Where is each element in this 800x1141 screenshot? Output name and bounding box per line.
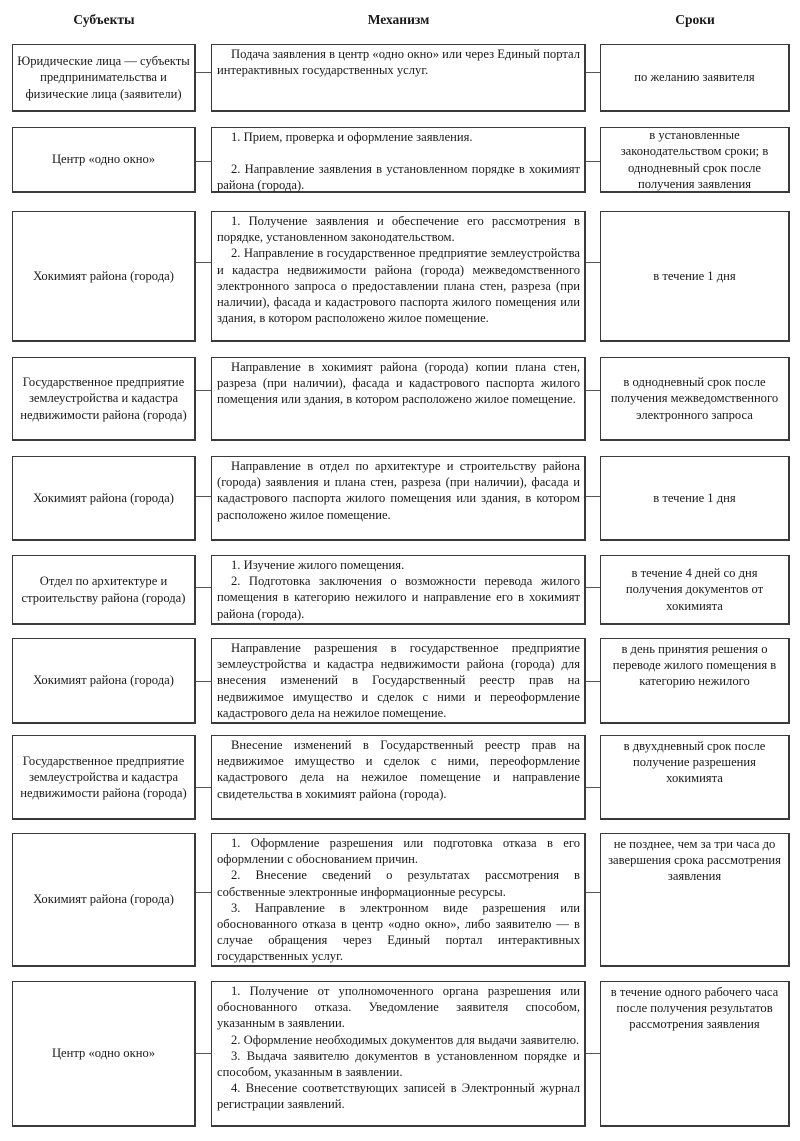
- mechanism-box: [211, 735, 586, 820]
- subject-box: [12, 833, 196, 967]
- connector-line: [196, 587, 211, 588]
- mechanism-step: 1. Прием, проверка и оформление заявления.: [231, 130, 473, 144]
- subject-text: Хокимият района (города): [33, 490, 174, 505]
- mechanism-box: [211, 833, 586, 967]
- term-box: [600, 833, 790, 967]
- mechanism-box: [211, 44, 586, 112]
- subject-text: Государственное предприятие землеустройства и кадастра недвижимости района (города): [20, 375, 187, 422]
- term-box: [600, 456, 790, 541]
- mechanism-step: Подача заявления в центр «одно окно» или через Единый портал интерактивных государственных услуг.: [217, 47, 580, 78]
- mechanism-step: 2. Подготовка заключения о возможности перевода жилого помещения в категорию нежилого и направление его в хокимият района (города).: [217, 574, 580, 621]
- connector-line: [586, 496, 600, 497]
- subject-box: [12, 555, 196, 625]
- subject-box: [12, 127, 196, 193]
- subject-box: [12, 456, 196, 541]
- connector-line: [196, 72, 211, 73]
- term-box: [600, 127, 790, 193]
- subject-text: Хокимият района (города): [33, 268, 174, 283]
- mechanism-step: 2. Оформление необходимых документов для выдачи заявителю.: [231, 1032, 580, 1047]
- mechanism-step: Направление разрешения в государственное предприятие землеустройства и кадастра недвижимости района (города) для внесения изменений в Государственный реестр прав на недвижимое имущество и сделок с ними и переоформление кадастрового дела на нежилое помещение.: [217, 641, 580, 720]
- mechanism-step: 1. Оформление разрешения или подготовка отказа в его оформлении с обоснованием причин.: [217, 836, 580, 867]
- header-mechanism: Механизм: [367, 12, 430, 27]
- mechanism-step: Направление в хокимият района (города) копии плана стен, разреза (при наличии), фасада и кадастрового паспорта жилого помещения или здания, в котором расположено жилое помещение.: [217, 360, 580, 407]
- connector-line: [196, 681, 211, 682]
- connector-line: [586, 892, 600, 893]
- mechanism-box: [211, 357, 586, 441]
- mechanism-step: 3. Выдача заявителю документов в установленном порядке и способом, указанным в заявлении.: [217, 1048, 580, 1080]
- term-text: в день принятия решения о переводе жилого помещения в категорию нежилого: [612, 642, 777, 689]
- subject-text: Юридические лица — субъекты предпринимательства и физические лица (заявители): [17, 54, 190, 101]
- mechanism-step: 2. Направление в государственное предприятие землеустройства и кадастра недвижимости района (города) межведомственного электронного запроса о предоставлении плана стен, разреза (при наличии), фасада и кадастрового паспорта жилого помещения или здания, в котором расположено жилое помещение.: [217, 246, 580, 326]
- term-text: в течение 1 дня: [653, 490, 736, 505]
- term-text: в течение одного рабочего часа после получения результатов рассмотрения заявления: [610, 985, 779, 1032]
- term-box: [600, 735, 790, 820]
- subject-box: [12, 44, 196, 112]
- mechanism-step: 4. Внесение соответствующих записей в Электронный журнал регистрации заявлений.: [217, 1081, 580, 1112]
- mechanism-step: 1. Получение заявления и обеспечение его рассмотрения в порядке, установленном законодательством.: [217, 214, 580, 245]
- term-text: не позднее, чем за три часа до завершения срока рассмотрения заявления: [608, 837, 781, 884]
- subject-box: [12, 981, 196, 1127]
- subject-box: [12, 357, 196, 441]
- subject-box: [12, 735, 196, 820]
- mechanism-box: [211, 127, 586, 193]
- connector-line: [196, 1053, 211, 1054]
- connector-line: [586, 161, 600, 162]
- connector-line: [196, 161, 211, 162]
- connector-line: [586, 787, 600, 788]
- mechanism-step: 1. Изучение жилого помещения.: [231, 558, 405, 572]
- connector-line: [586, 587, 600, 588]
- term-text: в течение 1 дня: [653, 268, 736, 283]
- mechanism-box: [211, 211, 586, 342]
- term-box: [600, 555, 790, 625]
- connector-line: [586, 262, 600, 263]
- term-text: в течение 4 дней со дня получения документов от хокимията: [625, 566, 764, 613]
- mechanism-box: [211, 555, 586, 625]
- subject-text: Центр «одно окно»: [51, 1046, 156, 1061]
- mechanism-box: [211, 981, 586, 1127]
- term-box: [600, 357, 790, 441]
- subject-text: Государственное предприятие землеустройства и кадастра недвижимости района (города): [20, 753, 187, 801]
- mechanism-step: Внесение изменений в Государственный реестр прав на недвижимое имущество и сделок с ними, переоформление кадастрового дела на нежилое помещение и направление свидетельства в хокимият района (города).: [217, 738, 580, 801]
- term-box: [600, 44, 790, 112]
- connector-line: [586, 681, 600, 682]
- term-text: в двухдневный срок после получение разрешения хокимията: [623, 739, 766, 786]
- connector-line: [196, 262, 211, 263]
- mechanism-step: 1. Получение от уполномоченного органа разрешения или обоснованного отказа. Уведомление заявителя способом, указанным в заявлении.: [217, 984, 580, 1031]
- connector-line: [196, 390, 211, 391]
- term-text: в установленные законодательством сроки; в однодневный срок после получения заявления: [620, 128, 769, 191]
- term-box: [600, 211, 790, 342]
- term-box: [600, 638, 790, 724]
- subject-text: Центр «одно окно»: [51, 152, 156, 167]
- mechanism-step: 2. Направление заявления в установленном порядке в хокимият района (города).: [217, 162, 580, 193]
- connector-line: [586, 390, 600, 391]
- term-box: [600, 981, 790, 1127]
- subject-text: Хокимият района (города): [33, 673, 174, 688]
- mechanism-step: 2. Внесение сведений о результатах рассмотрения в собственные электронные информационные ресурсы.: [217, 868, 580, 899]
- term-text: в однодневный срок после получения межведомственного электронного запроса: [610, 375, 779, 422]
- connector-line: [196, 892, 211, 893]
- header-subjects: Субъекты: [73, 12, 135, 27]
- mechanism-box: [211, 638, 586, 724]
- header-terms: Сроки: [675, 12, 715, 27]
- connector-line: [586, 1053, 600, 1054]
- mechanism-box: [211, 456, 586, 541]
- connector-line: [196, 787, 211, 788]
- connector-line: [196, 496, 211, 497]
- mechanism-step: Направление в отдел по архитектуре и строительству района (города) заявления и плана стен, разреза (при наличии), фасада и кадастрового паспорта жилого помещения или здания, в котором расположено жилое помещение.: [217, 459, 580, 522]
- connector-line: [586, 72, 600, 73]
- subject-text: Отдел по архитектуре и строительству района (города): [21, 574, 186, 605]
- term-text: по желанию заявителя: [634, 70, 755, 85]
- subject-box: [12, 211, 196, 342]
- subject-text: Хокимият района (города): [33, 892, 174, 907]
- subject-box: [12, 638, 196, 724]
- mechanism-step: 3. Направление в электронном виде разрешения или обоснованного отказа в центр «одно окно», либо заявителю — в случае обращения через Единый портал интерактивных государственных услуг.: [217, 900, 580, 964]
